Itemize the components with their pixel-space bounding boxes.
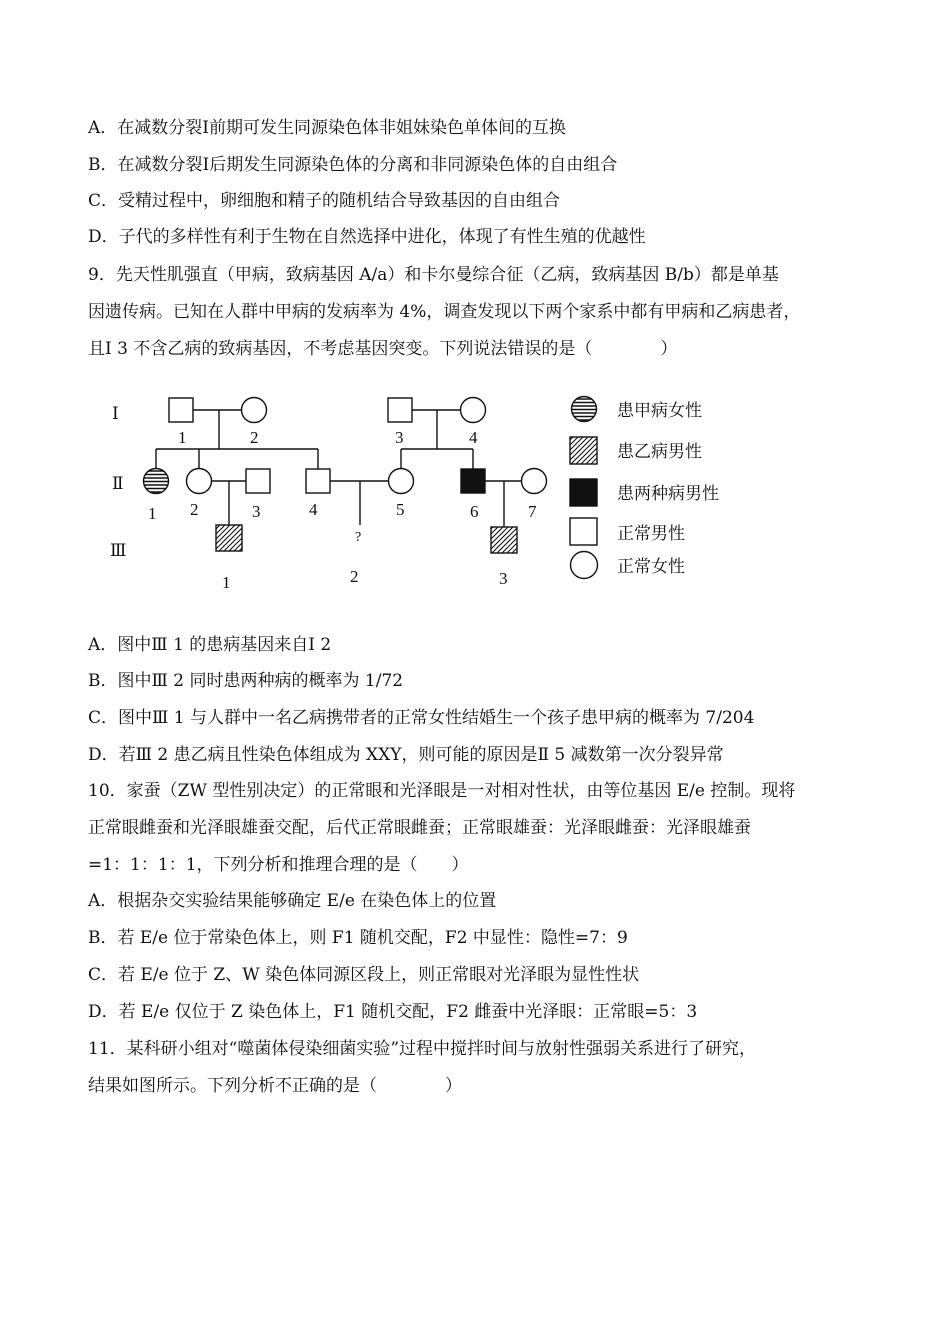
legend-label-normal-female: 正常女性 [617, 557, 685, 577]
legend-label-male-disease-b: 患乙病男性 [617, 442, 702, 462]
label-II7: 7 [528, 502, 537, 521]
pedigree-II3-normal-male [246, 469, 270, 493]
pedigree-II1-female-disease-a [140, 469, 172, 494]
label-II2: 2 [190, 500, 199, 519]
label-I2: 2 [250, 428, 259, 447]
pedigree-III3-male-disease-b [491, 527, 517, 553]
label-I3: 3 [395, 428, 404, 447]
legend-label-normal-male: 正常男性 [617, 524, 685, 544]
pedigree-I2-normal-female [242, 398, 267, 423]
q10-option-b: B．若 E/e 位于常染色体上，则 F1 随机交配，F2 中显性：隐性=7：9 [88, 928, 628, 948]
legend-normal-female-symbol [571, 552, 598, 579]
legend-label-male-both: 患两种病男性 [617, 484, 719, 504]
q10-option-d: D．若 E/e 仅位于 Z 染色体上，F1 随机交配，F2 雌蚕中光泽眼：正常眼=5：3 [88, 1002, 698, 1022]
q8-option-d: D．子代的多样性有利于生物在自然选择中进化，体现了有性生殖的优越性 [88, 227, 646, 247]
label-III3: 3 [499, 569, 508, 588]
pedigree-II6-male-both-diseases [461, 469, 485, 493]
q9-option-a: A．图中Ⅲ 1 的患病基因来自Ⅰ 2 [88, 635, 332, 655]
generation-label-1: Ⅰ [112, 404, 119, 423]
pedigree-II7-normal-female [522, 469, 547, 494]
label-II1: 1 [148, 504, 157, 523]
pedigree-II5-normal-female [389, 469, 414, 494]
label-II3: 3 [252, 502, 261, 521]
q9-option-d: D．若Ⅲ 2 患乙病且性染色体组成为 XXY，则可能的原因是Ⅱ 5 减数第一次分裂异常 [88, 745, 724, 765]
pedigree-III2-unknown: ? [355, 530, 362, 545]
label-I1: 1 [178, 428, 187, 447]
pedigree-I4-normal-female [461, 398, 486, 423]
q11-stem-line-1: 11．某科研小组对“噬菌体侵染细菌实验”过程中搅拌时间与放射性强弱关系进行了研究， [88, 1039, 757, 1059]
q8-option-b: B．在减数分裂Ⅰ后期发生同源染色体的分离和非同源染色体的自由组合 [88, 155, 618, 175]
q11-stem-line-2: 结果如图所示。下列分析不正确的是（ ） [88, 1076, 462, 1096]
q9-option-c: C．图中Ⅲ 1 与人群中一名乙病携带者的正常女性结婚生一个孩子患甲病的概率为 7/204 [88, 708, 755, 728]
label-I4: 4 [469, 428, 478, 447]
label-III2: 2 [350, 567, 359, 586]
pedigree-chart [100, 385, 760, 600]
q9-stem-line-3: 且Ⅰ 3 不含乙病的致病基因，不考虑基因突变。下列说法错误的是（ ） [88, 339, 678, 359]
q10-option-c: C．若 E/e 位于 Z、W 染色体同源区段上，则正常眼对光泽眼为显性性状 [88, 965, 640, 985]
label-III1: 1 [222, 573, 231, 592]
label-II6: 6 [470, 502, 479, 521]
legend-male-disease-b-symbol [570, 437, 597, 464]
legend-label-female-disease-a: 患甲病女性 [617, 401, 702, 421]
q8-option-c: C．受精过程中，卵细胞和精子的随机结合导致基因的自由组合 [88, 191, 561, 211]
legend-male-both-symbol [570, 479, 597, 506]
label-II4: 4 [309, 500, 318, 519]
legend-normal-male-symbol [570, 518, 597, 545]
pedigree-II4-normal-male [306, 469, 330, 493]
q10-option-a: A．根据杂交实验结果能够确定 E/e 在染色体上的位置 [88, 891, 497, 911]
pedigree-III1-male-disease-b [216, 525, 242, 551]
label-II5: 5 [396, 500, 405, 519]
generation-label-3: Ⅲ [110, 541, 127, 560]
q10-stem-line-2: 正常眼雌蚕和光泽眼雄蚕交配，后代正常眼雌蚕；正常眼雄蚕：光泽眼雌蚕：光泽眼雄蚕 [88, 818, 751, 838]
q9-option-b: B．图中Ⅲ 2 同时患两种病的概率为 1/72 [88, 671, 404, 691]
q10-stem-line-3: =1：1：1：1，下列分析和推理合理的是（ ） [88, 855, 469, 875]
q9-stem-line-2: 因遗传病。已知在人群中甲病的发病率为 4%，调查发现以下两个家系中都有甲病和乙病患者， [88, 302, 801, 322]
legend-female-disease-a-symbol [568, 397, 600, 422]
pedigree-I1-normal-male [169, 398, 193, 422]
q10-stem-line-1: 10．家蚕（ZW 型性别决定）的正常眼和光泽眼是一对相对性状，由等位基因 E/e 控制。现将 [88, 781, 796, 801]
generation-label-2: Ⅱ [112, 474, 124, 493]
pedigree-I3-normal-male [388, 398, 412, 422]
q9-stem-line-1: 9．先天性肌强直（甲病，致病基因 A/a）和卡尔曼综合征（乙病，致病基因 B/b）都是单基 [88, 265, 779, 285]
pedigree-II2-normal-female [187, 469, 212, 494]
q8-option-a: A．在减数分裂Ⅰ前期可发生同源染色体非姐妹染色单体间的互换 [88, 118, 566, 138]
